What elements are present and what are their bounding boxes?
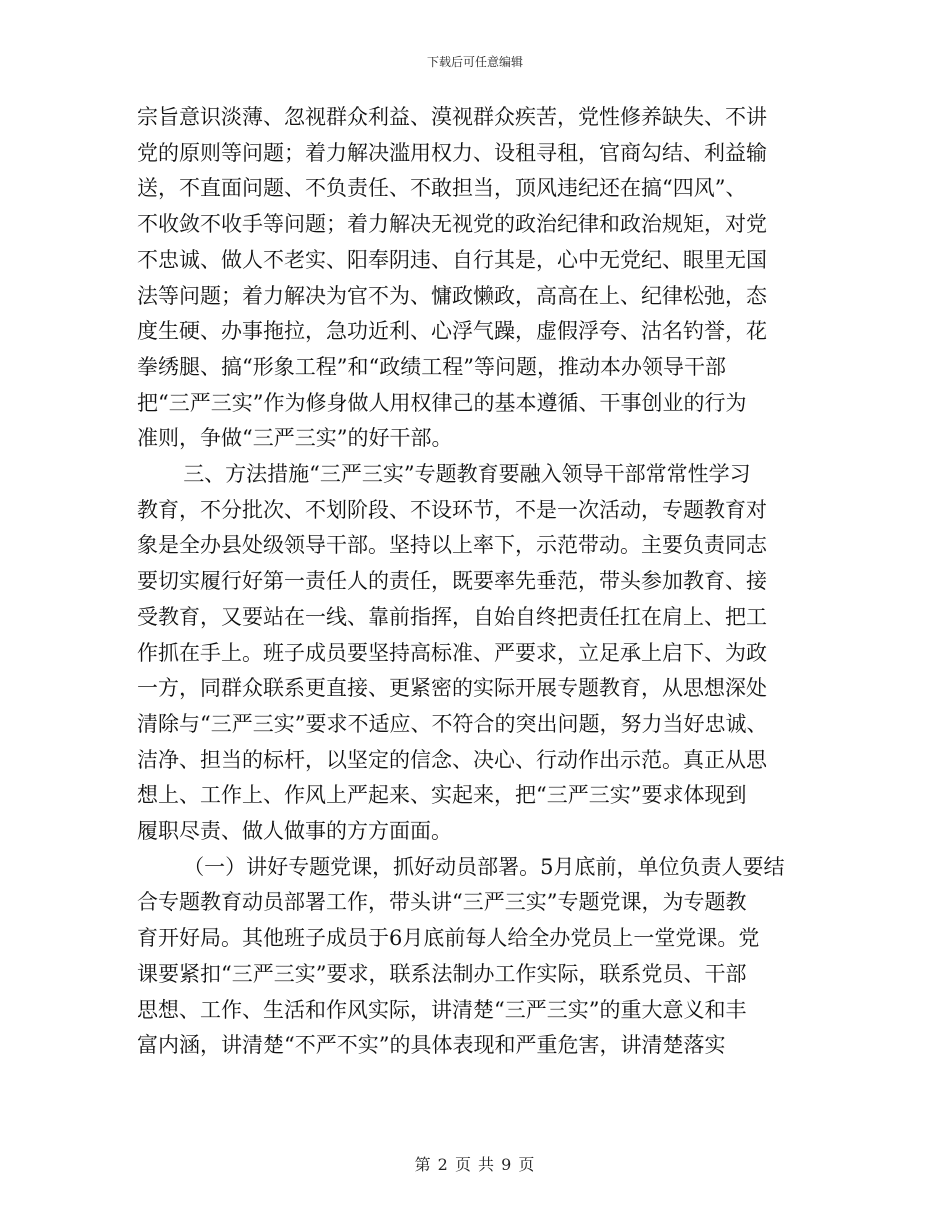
text-line: 一方，同群众联系更直接、更紧密的实际开展专题教育，从思想深处 xyxy=(137,676,767,701)
text-line: 作抓在手上。班子成员要坚持高标准、严要求，立足承上启下、为政 xyxy=(137,640,767,665)
text-line: 法等问题；着力解决为官不为、慵政懒政，高高在上、纪律松弛，态 xyxy=(137,283,767,308)
text-line: 送，不直面问题、不负责任、不敢担当，顶风违纪还在搞“四风”、 xyxy=(137,176,747,201)
text-line: 想上、工作上、作风上严起来、实起来，把“三严三实”要求体现到 xyxy=(137,783,747,808)
text-line: 不收敛不收手等问题；着力解决无视党的政治纪律和政治规矩，对党 xyxy=(137,212,767,237)
text-line: 三、方法措施“三严三实”专题教育要融入领导干部常常性学习 xyxy=(183,462,751,487)
text-line: 拳绣腿、搞“形象工程”和“政绩工程”等问题，推动本办领导干部 xyxy=(137,354,726,379)
page-number-footer: 第 2 页 共 9 页 xyxy=(414,1155,536,1174)
text-line: 准则，争做“三严三实”的好干部。 xyxy=(137,426,453,451)
text-line: 党的原则等问题；着力解决滥用权力、设租寻租，官商勾结、利益输 xyxy=(137,140,767,165)
paragraph-2 xyxy=(137,457,817,850)
page-header: 下载后可任意编辑 xyxy=(426,55,523,69)
paragraph-3 xyxy=(137,850,817,1064)
text-line: 富内涵，讲清楚“不严不实”的具体表现和严重危害，讲清楚落实 xyxy=(137,1033,726,1058)
text-line: 受教育，又要站在一线、靠前指挥，自始自终把责任扛在肩上、把工 xyxy=(137,604,767,629)
text-line: 履职尽责、做人做事的方方面面。 xyxy=(137,819,452,844)
text-line: 教育，不分批次、不划阶段、不设环节，不是一次活动，专题教育对 xyxy=(137,497,767,522)
text-line: 育开好局。其他班子成员于6月底前每人给全办党员上一堂党课。党 xyxy=(137,926,760,951)
text-line: 思想、工作、生活和作风实际，讲清楚“三严三实”的重大意义和丰 xyxy=(137,997,747,1022)
text-line: 把“三严三实”作为修身做人用权律己的基本遵循、干事创业的行为 xyxy=(137,390,747,415)
text-line: 不忠诚、做人不老实、阳奉阴违、自行其是，心中无党纪、眼里无国 xyxy=(137,247,767,272)
paragraph-1 xyxy=(137,100,817,457)
document-body xyxy=(137,100,817,1064)
text-line: 象是全办县处级领导干部。坚持以上率下，示范带动。主要负责同志 xyxy=(137,533,767,558)
text-line: 洁净、担当的标杆，以坚定的信念、决心、行动作出示范。真正从思 xyxy=(137,747,767,772)
text-line: 清除与“三严三实”要求不适应、不符合的突出问题，努力当好忠诚、 xyxy=(137,711,768,736)
text-line: 课要紧扣“三严三实”要求，联系法制办工作实际，联系党员、干部 xyxy=(137,961,747,986)
text-line: 度生硬、办事拖拉，急功近利、心浮气躁，虚假浮夸、沽名钓誉，花 xyxy=(137,319,767,344)
text-line: 宗旨意识淡薄、忽视群众利益、漠视群众疾苦，党性修养缺失、不讲 xyxy=(137,105,767,129)
text-line: 要切实履行好第一责任人的责任，既要率先垂范，带头参加教育、接 xyxy=(137,569,767,594)
text-line: 合专题教育动员部署工作，带头讲“三严三实”专题党课，为专题教 xyxy=(137,890,747,915)
text-line: （一）讲好专题党课，抓好动员部署。5月底前，单位负责人要结 xyxy=(183,854,785,879)
